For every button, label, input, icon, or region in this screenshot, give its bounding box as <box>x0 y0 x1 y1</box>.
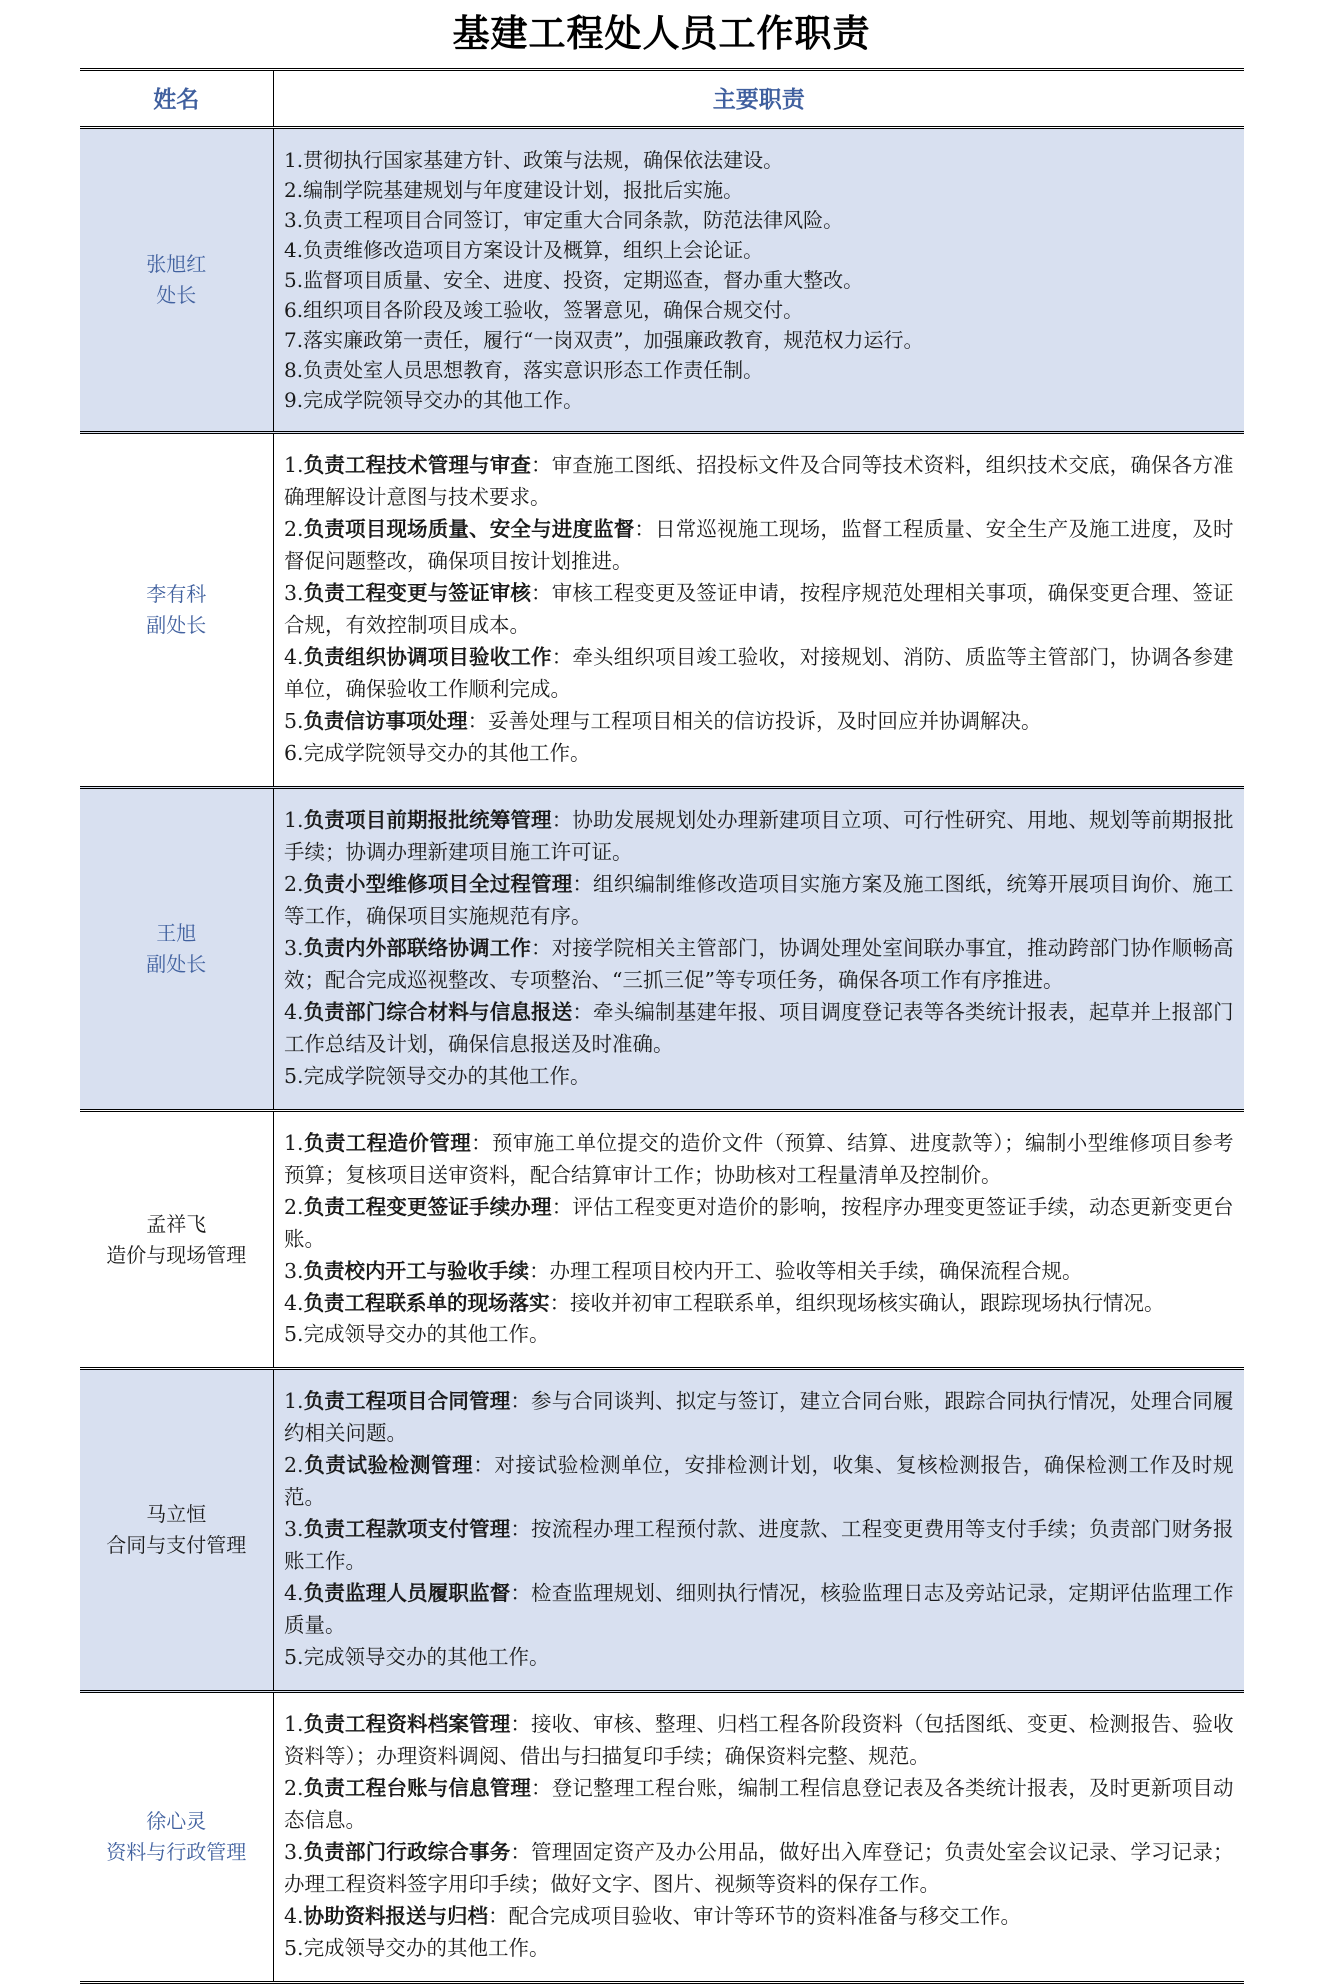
person-position: 副处长 <box>146 951 207 976</box>
person-position: 处长 <box>156 283 197 308</box>
duty-index: 2. <box>284 517 304 542</box>
table-header <box>80 70 1244 128</box>
person-position: 造价与现场管理 <box>106 1242 247 1267</box>
page-title: 基建工程处人员工作职责 <box>452 11 871 55</box>
person-position: 资料与行政管理 <box>106 1840 247 1865</box>
duty-text: 完成学院领导交办的其他工作。 <box>303 740 591 765</box>
duty-index: 4. <box>284 1581 304 1606</box>
duty-item <box>284 933 1234 997</box>
person-name-cell <box>80 433 274 788</box>
duty-text: ：日常巡视施工现场，监督工程质量、安全生产及施工进度，及时督促问题整改，确保项目按计划推进。 <box>284 517 1234 574</box>
duty-item <box>284 1386 1234 1450</box>
duty-lead: 负责项目现场质量、安全与进度监督 <box>303 517 635 542</box>
table-row <box>80 433 1244 788</box>
duty-index: 3. <box>284 1258 304 1283</box>
duty-index: 3. <box>284 1517 304 1542</box>
duty-list <box>284 145 1234 415</box>
duty-item <box>284 1319 1234 1351</box>
table-row <box>80 1369 1244 1692</box>
duty-lead: 负责工程变更签证手续办理 <box>303 1194 552 1219</box>
duty-item <box>284 1450 1234 1514</box>
duty-item <box>284 1709 1234 1773</box>
person-position: 合同与支付管理 <box>106 1533 247 1558</box>
duty-text: ：牵头组织项目竣工验收，对接规划、消防、质监等主管部门，协调各参建单位，确保验收工作顺利完成。 <box>284 645 1234 702</box>
duty-item <box>284 265 1234 295</box>
person-name: 李有科 <box>146 582 207 607</box>
duty-item <box>284 1837 1234 1901</box>
table-row <box>80 1110 1244 1369</box>
duty-list <box>284 1709 1234 1965</box>
duty-list <box>284 805 1234 1093</box>
duty-index: 3. <box>284 1840 304 1865</box>
duty-text: 落实廉政第一责任，履行“一岗双责”，加强廉政教育，规范权力运行。 <box>303 328 924 353</box>
duty-lead: 负责部门综合材料与信息报送 <box>303 999 573 1024</box>
duty-lead: 负责工程变更与签证审核 <box>303 581 532 606</box>
duty-index: 3. <box>284 581 304 606</box>
duties-cell <box>274 128 1244 433</box>
duty-index: 2. <box>284 178 304 203</box>
duty-item <box>284 706 1234 738</box>
duty-index: 5. <box>284 1935 304 1960</box>
duty-index: 4. <box>284 1290 304 1315</box>
duty-text: ：评估工程变更对造价的影响，按程序办理变更签证手续，动态更新变更台账。 <box>284 1194 1234 1251</box>
table-row <box>80 128 1244 433</box>
duty-index: 4. <box>284 238 304 263</box>
duty-list <box>284 1128 1234 1352</box>
duty-index: 1. <box>284 1389 304 1414</box>
duty-index: 2. <box>284 1776 304 1801</box>
duty-text: 负责维修改造项目方案设计及概算，组织上会论证。 <box>303 238 764 263</box>
duty-item <box>284 385 1234 415</box>
table-header-row <box>80 70 1244 128</box>
duty-lead: 负责监理人员履职监督 <box>303 1581 511 1606</box>
duty-item <box>284 805 1234 869</box>
duty-item <box>284 325 1234 355</box>
duty-lead: 负责内外部联络协调工作 <box>303 935 532 960</box>
duty-index: 5. <box>284 1322 304 1347</box>
duty-index: 1. <box>284 453 304 478</box>
duty-text: ：检查监理规划、细则执行情况，核验监理日志及旁站记录，定期评估监理工作质量。 <box>284 1581 1234 1638</box>
duty-text: ：牵头编制基建年报、项目调度登记表等各类统计报表，起草并上报部门工作总结及计划，确保信息报送及时准确。 <box>284 999 1234 1056</box>
duties-cell <box>274 1110 1244 1369</box>
duty-item <box>284 1514 1234 1578</box>
duty-lead: 负责工程项目合同管理 <box>303 1389 511 1414</box>
duty-index: 2. <box>284 1453 304 1478</box>
duty-index: 9. <box>284 388 304 413</box>
duty-index: 7. <box>284 328 304 353</box>
duty-list <box>284 450 1234 770</box>
duty-index: 1. <box>284 807 304 832</box>
duty-text: ：按流程办理工程预付款、进度款、工程变更费用等支付手续；负责部门财务报账工作。 <box>284 1517 1234 1574</box>
person-name: 王旭 <box>156 920 197 945</box>
duty-text: ：参与合同谈判、拟定与签订，建立合同台账，跟踪合同执行情况，处理合同履约相关问题。 <box>284 1389 1234 1446</box>
duty-item <box>284 295 1234 325</box>
duties-cell <box>274 787 1244 1110</box>
person-name-cell <box>80 787 274 1110</box>
duty-item <box>284 1192 1234 1256</box>
duty-text: ：对接试验检测单位，安排检测计划，收集、复核检测报告，确保检测工作及时规范。 <box>284 1453 1234 1510</box>
duty-item <box>284 1578 1234 1642</box>
duty-text: 完成领导交办的其他工作。 <box>303 1322 550 1347</box>
duty-index: 2. <box>284 871 304 896</box>
duty-text: ：对接学院相关主管部门，协调处理处室间联办事宜，推动跨部门协作顺畅高效；配合完成巡视整改、专项整治、“三抓三促”等专项任务，确保各项工作有序推进。 <box>284 935 1234 992</box>
duty-item <box>284 235 1234 265</box>
table-body <box>80 128 1244 1983</box>
duty-item <box>284 1933 1234 1965</box>
duty-item <box>284 205 1234 235</box>
duty-text: ：审核工程变更及签证申请，按程序规范处理相关事项，确保变更合理、签证合规，有效控制项目成本。 <box>284 581 1234 638</box>
duty-item <box>284 514 1234 578</box>
column-header-duty: 主要职责 <box>274 70 1244 128</box>
duty-text: ：协助发展规划处办理新建项目立项、可行性研究、用地、规划等前期报批手续；协调办理新建项目施工许可证。 <box>284 807 1234 864</box>
person-name: 马立恒 <box>146 1502 207 1527</box>
duty-text: 贯彻执行国家基建方针、政策与法规，确保依法建设。 <box>303 148 784 173</box>
duty-item <box>284 145 1234 175</box>
duty-item <box>284 1773 1234 1837</box>
duty-lead: 负责小型维修项目全过程管理 <box>303 871 573 896</box>
table-row <box>80 1692 1244 1983</box>
duty-index: 1. <box>284 1712 304 1737</box>
duty-item <box>284 1061 1234 1093</box>
duty-text: ：预审施工单位提交的造价文件（预算、结算、进度款等）；编制小型维修项目参考预算；复核项目送审资料，配合结算审计工作；协助核对工程量清单及控制价。 <box>284 1130 1234 1187</box>
duty-lead: 负责项目前期报批统筹管理 <box>303 807 552 832</box>
person-name: 徐心灵 <box>146 1809 207 1834</box>
duty-lead: 负责工程台账与信息管理 <box>303 1776 532 1801</box>
duty-text: ：妥善处理与工程项目相关的信访投诉，及时回应并协调解决。 <box>467 709 1042 733</box>
person-name: 张旭红 <box>146 252 207 277</box>
duty-text: ：管理固定资产及办公用品，做好出入库登记；负责处室会议记录、学习记录；办理工程资料签字用印手续；做好文字、图片、视频等资料的保存工作。 <box>284 1840 1234 1896</box>
duty-item <box>284 355 1234 385</box>
duty-index: 1. <box>284 1130 304 1155</box>
duty-text: 组织项目各阶段及竣工验收，签署意见，确保合规交付。 <box>303 298 804 323</box>
duties-cell <box>274 1692 1244 1983</box>
duty-text: 监督项目质量、安全、进度、投资，定期巡查，督办重大整改。 <box>303 268 864 293</box>
duty-index: 3. <box>284 208 304 233</box>
duty-text: ：接收并初审工程联系单，组织现场核实确认，跟踪现场执行情况。 <box>549 1290 1165 1315</box>
duty-text: 完成学院领导交办的其他工作。 <box>303 1063 591 1088</box>
duty-text: ：接收、审核、整理、归档工程各阶段资料（包括图纸、变更、检测报告、验收资料等）；办理资料调阅、借出与扫描复印手续；确保资料完整、规范。 <box>284 1712 1234 1769</box>
duty-text: ：办理工程项目校内开工、验收等相关手续，确保流程合规。 <box>529 1258 1083 1283</box>
duty-text: 负责处室人员思想教育，落实意识形态工作责任制。 <box>303 358 764 383</box>
duty-lead: 负责工程款项支付管理 <box>303 1517 511 1542</box>
duty-item <box>284 1128 1234 1192</box>
duty-lead: 负责组织协调项目验收工作 <box>303 645 552 670</box>
duty-item <box>284 1642 1234 1674</box>
duty-list <box>284 1386 1234 1674</box>
duty-text: ：配合完成项目验收、审计等环节的资料准备与移交工作。 <box>488 1903 1022 1928</box>
duty-index: 4. <box>284 999 304 1024</box>
duty-item <box>284 997 1234 1061</box>
duty-index: 8. <box>284 358 304 383</box>
duty-text: ：组织编制维修改造项目实施方案及施工图纸，统筹开展项目询价、施工等工作，确保项目实施规范有序。 <box>284 871 1234 928</box>
duty-index: 5. <box>284 268 304 293</box>
duty-lead: 协助资料报送与归档 <box>303 1903 489 1928</box>
duty-lead: 负责部门行政综合事务 <box>303 1840 511 1865</box>
duty-index: 5. <box>284 709 304 733</box>
duty-index: 5. <box>284 1645 304 1670</box>
duties-cell <box>274 433 1244 788</box>
duty-text: 编制学院基建规划与年度建设计划，报批后实施。 <box>303 178 744 203</box>
duty-index: 6. <box>284 740 304 765</box>
duty-lead: 负责工程技术管理与审查 <box>303 453 532 478</box>
person-name: 孟祥飞 <box>146 1211 207 1236</box>
duty-item <box>284 738 1234 770</box>
duty-lead: 负责试验检测管理 <box>303 1453 474 1478</box>
column-header-name: 姓名 <box>80 70 274 128</box>
duty-lead: 负责信访事项处理 <box>303 709 468 733</box>
duty-index: 1. <box>284 148 304 173</box>
duty-index: 4. <box>284 1903 304 1928</box>
duty-item <box>284 869 1234 933</box>
duty-index: 5. <box>284 1063 304 1088</box>
person-position: 副处长 <box>146 613 207 638</box>
duty-text: 完成领导交办的其他工作。 <box>303 1645 550 1670</box>
person-name-cell <box>80 1369 274 1692</box>
duty-item <box>284 1256 1234 1288</box>
duty-lead: 负责校内开工与验收手续 <box>303 1258 530 1283</box>
duty-item <box>284 1288 1234 1320</box>
duty-item <box>284 578 1234 642</box>
duty-text: 负责工程项目合同签订，审定重大合同条款，防范法律风险。 <box>303 208 844 233</box>
duty-item <box>284 175 1234 205</box>
person-name-cell <box>80 128 274 433</box>
responsibilities-table <box>80 68 1244 1984</box>
duty-index: 4. <box>284 645 304 670</box>
person-name-cell <box>80 1110 274 1369</box>
duty-text: ：登记整理工程台账，编制工程信息登记表及各类统计报表，及时更新项目动态信息。 <box>284 1776 1234 1833</box>
duty-text: 完成学院领导交办的其他工作。 <box>303 388 584 413</box>
duty-lead: 负责工程造价管理 <box>303 1130 472 1155</box>
table-row <box>80 787 1244 1110</box>
duty-index: 6. <box>284 298 304 323</box>
duty-index: 2. <box>284 1194 304 1219</box>
duty-text: 完成领导交办的其他工作。 <box>303 1935 550 1960</box>
duty-index: 3. <box>284 935 304 960</box>
duties-cell <box>274 1369 1244 1692</box>
duty-lead: 负责工程资料档案管理 <box>303 1712 511 1737</box>
duty-text: ：审查施工图纸、招投标文件及合同等技术资料，组织技术交底，确保各方准确理解设计意图与技术要求。 <box>284 453 1234 510</box>
duty-item <box>284 450 1234 514</box>
duty-item <box>284 642 1234 706</box>
duty-lead: 负责工程联系单的现场落实 <box>303 1290 550 1315</box>
duty-item <box>284 1901 1234 1933</box>
person-name-cell <box>80 1692 274 1983</box>
